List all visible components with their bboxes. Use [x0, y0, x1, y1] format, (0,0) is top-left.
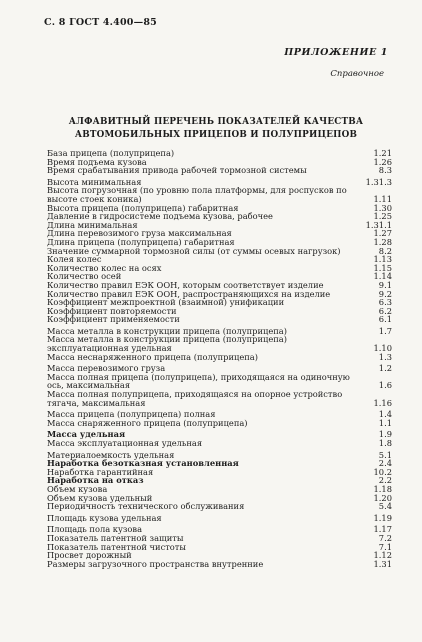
list-item-value: 1.17: [373, 524, 392, 535]
list-item-value: 1.13: [373, 254, 392, 265]
list-item-text: Коэффициент межпроектной (взаимной) унификации: [47, 297, 285, 308]
list-item-text: Площадь кузова удельная: [47, 512, 162, 523]
list-item-text: Время подъема кузова: [47, 156, 147, 167]
list-item-text: Масса полная прицепа (полуприцепа), приходящаяся на одиночную ось, максимальная: [47, 371, 350, 391]
list-item-text: Масса полная полуприцепа, приходящаяся на опорное устройство тягача, максимальная: [47, 389, 343, 408]
list-item-value: 8.2: [378, 245, 392, 256]
list-item-value: 1.3: [378, 351, 392, 362]
appendix-label: ПРИЛОЖЕНИЕ 1: [284, 47, 388, 58]
list-item-text: Масса перевозимого груза: [47, 363, 166, 374]
list-item-text: Масса удельная: [47, 429, 126, 440]
list-item-value: 1.10: [373, 343, 392, 354]
list-item-value: 1.6: [378, 380, 392, 391]
list-item-value: 1.18: [373, 483, 392, 494]
list-item-text: Высота минимальная: [47, 176, 142, 187]
list-item-text: Масса прицепа (полуприцепа) полная: [47, 409, 216, 420]
list-item-text: Наработка гарантийная: [47, 466, 154, 477]
list-item-value: 1.8: [378, 438, 392, 448]
list-item-text: Количество колес на осях: [47, 262, 162, 273]
list-item-value: 7.2: [378, 532, 392, 543]
list-item-text: Масса эксплуатационная удельная: [47, 438, 203, 448]
list-item-value: 1.31: [373, 558, 392, 569]
list-item-value: 1.31.3: [365, 176, 392, 187]
list-item-value: 1.19: [373, 512, 392, 523]
list-item-value: 6.3: [378, 297, 392, 308]
list-item-text: Масса снаряженного прицепа (полуприцепа): [47, 417, 248, 428]
list-item-text: Просвет дорожный: [47, 550, 132, 561]
list-item-text: Высота погрузочная (по уровню пола платформы, для роспусков по высоте стоек коника): [47, 185, 347, 204]
list-item-text: Давление в гидросистеме подъема кузова, рабочее: [47, 211, 273, 222]
list-item-text: База прицепа (полуприцепа): [47, 148, 175, 158]
list-item-text: Размеры загрузочного пространства внутренние: [47, 558, 264, 569]
list-item: [47, 514, 392, 523]
list-item-value: 1.21: [373, 148, 392, 158]
list-item-value: 2.2: [378, 475, 392, 486]
list-item: [47, 335, 392, 352]
list-item-text: Колея колес: [47, 254, 102, 265]
list-item: [47, 502, 392, 511]
list-item-text: Наработка на отказ: [47, 475, 144, 486]
list-item-text: Длина минимальная: [47, 219, 138, 230]
list-item-text: Масса неснаряженного прицепа (полуприцепа): [47, 351, 258, 362]
list-item-value: 6.2: [378, 305, 392, 316]
list-item-text: Материалоемкость удельная: [47, 449, 175, 460]
list-item: [47, 373, 392, 390]
list-item-value: 1.2: [378, 363, 392, 374]
list-item-text: Коэффициент повторяемости: [47, 305, 177, 316]
list-item-text: Длина прицепа (полуприцепа) габаритная: [47, 236, 235, 247]
list-item-text: Наработка безотказная установленная: [47, 458, 239, 469]
list-item-value: 8.3: [378, 165, 392, 176]
list-item-value: 9.1: [378, 279, 392, 290]
list-item-text: Периодичность технического обслуживания: [47, 501, 245, 512]
list-item-value: 6.1: [378, 314, 392, 325]
list-item-text: Высота прицепа (полуприцепа) габаритная: [47, 202, 239, 213]
list-item: [47, 166, 392, 175]
list-item-value: 1.20: [373, 492, 392, 503]
list-item-text: Время срабатывания привода рабочей тормозной системы: [47, 165, 307, 176]
list-item-text: Показатель патентной защиты: [47, 532, 184, 543]
list-item-text: Количество правил ЕЭК ООН, распространяющихся на изделие: [47, 288, 331, 299]
title-line-1: АЛФАВИТНЫЙ ПЕРЕЧЕНЬ ПОКАЗАТЕЛЕЙ КАЧЕСТВА: [68, 117, 364, 127]
list-item-value: 10.2: [373, 466, 392, 477]
list-item-value: 1.12: [373, 550, 392, 561]
list-item-text: Количество правил ЕЭК ООН, которым соответствует изделие: [47, 279, 324, 290]
list-item-value: 1.26: [373, 156, 392, 167]
reference-label: Справочное: [330, 69, 384, 79]
list-item-value: 1.7: [378, 325, 392, 336]
list-item-value: 1.16: [373, 397, 392, 408]
list-item-value: 1.28: [373, 236, 392, 247]
list-item: [47, 390, 392, 407]
list-item-value: 1.30: [373, 202, 392, 213]
list-item: [47, 439, 392, 448]
list-item-value: 1.31.1: [365, 219, 392, 230]
page-header: С. 8 ГОСТ 4.400—85: [44, 17, 157, 28]
list-item-text: Площадь пола кузова: [47, 524, 143, 535]
list-item-text: Масса металла в конструкции прицепа (полуприцепа): [47, 325, 287, 336]
list-item-value: 2.4: [378, 458, 392, 469]
list-item-value: 5.1: [378, 449, 392, 460]
list-item: [47, 315, 392, 324]
list-item: [47, 353, 392, 362]
list-item-text: Длина перевозимого груза максимальная: [47, 228, 232, 239]
list-item-value: 1.9: [378, 429, 392, 440]
list-item-value: 1.27: [373, 228, 392, 239]
list-item-text: Коэффициент применяемости: [47, 314, 180, 325]
indicator-list: [47, 149, 392, 568]
list-item-text: Масса металла в конструкции прицепа (полуприцепа) эксплуатационная удельная: [47, 334, 287, 354]
list-item-text: Объем кузова: [47, 483, 108, 494]
list-item: [47, 560, 392, 569]
list-item-value: 1.11: [373, 193, 392, 204]
list-item-value: 7.1: [378, 541, 392, 552]
list-item-value: 1.1: [378, 417, 392, 428]
list-item: [47, 186, 392, 203]
title-line-2: АВТОМОБИЛЬНЫХ ПРИЦЕПОВ И ПОЛУПРИЦЕПОВ: [74, 130, 358, 140]
list-item-value: 5.4: [378, 501, 392, 512]
list-item: [47, 419, 392, 428]
list-item-value: 1.25: [373, 211, 392, 222]
list-item-value: 1.14: [373, 271, 392, 282]
list-item-text: Количество осей: [47, 271, 122, 282]
list-item-text: Объем кузова удельный: [47, 492, 153, 503]
list-item-value: 9.2: [378, 288, 392, 299]
list-item-text: Значение суммарной тормозной силы (от суммы осевых нагрузок): [47, 245, 341, 256]
list-item-text: Показатель патентной чистоты: [47, 541, 186, 552]
document-title: [40, 116, 392, 142]
list-item-value: 1.4: [378, 409, 392, 420]
list-item-value: 1.15: [373, 262, 392, 273]
